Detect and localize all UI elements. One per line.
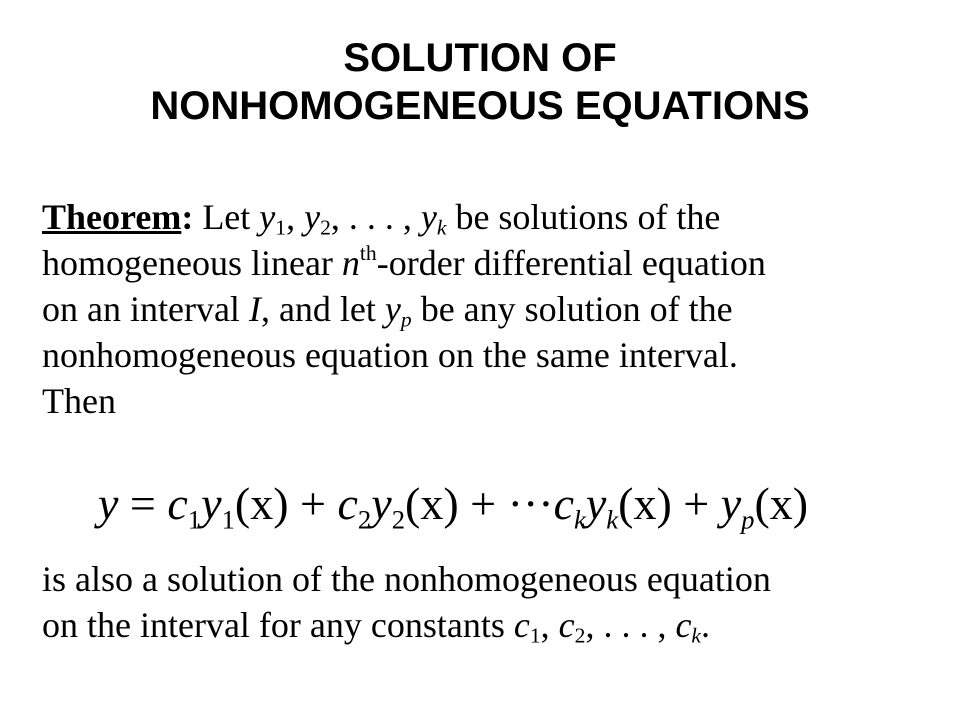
- theorem-statement: [42, 194, 922, 424]
- title-line-2: NONHOMOGENEOUS EQUATIONS: [150, 84, 810, 128]
- theorem-label: Theorem: [42, 197, 182, 237]
- theorem-line-3: on an interval I, and let $y_p$ be any solution of the: [42, 289, 733, 332]
- title-line-1: SOLUTION OF: [343, 36, 617, 80]
- conclusion-line-2: on the interval for any constants $c_1$, $c_2$, . . . , $c_k$.: [42, 605, 711, 648]
- general-solution-equation: $y = c_1y_1(x) + c_2y_2(x) + \cdot\cdot\cdot c_ky_k(x) + y_p(x)$: [98, 478, 809, 535]
- theorem-line-4: nonhomogeneous equation on the same interval.: [42, 335, 738, 375]
- theorem-line-5: Then: [42, 381, 116, 421]
- conclusion-line-1: is also a solution of the nonhomogeneous equation: [42, 559, 771, 599]
- slide-title: [0, 34, 960, 130]
- theorem-line-1: Theorem: Let $y_1$, $y_2$, . . . , $y_k$ be solutions of the: [42, 197, 721, 240]
- theorem-line-2: homogeneous linear $n^{th}$-order differential equation: [42, 240, 766, 283]
- theorem-conclusion: [42, 556, 922, 648]
